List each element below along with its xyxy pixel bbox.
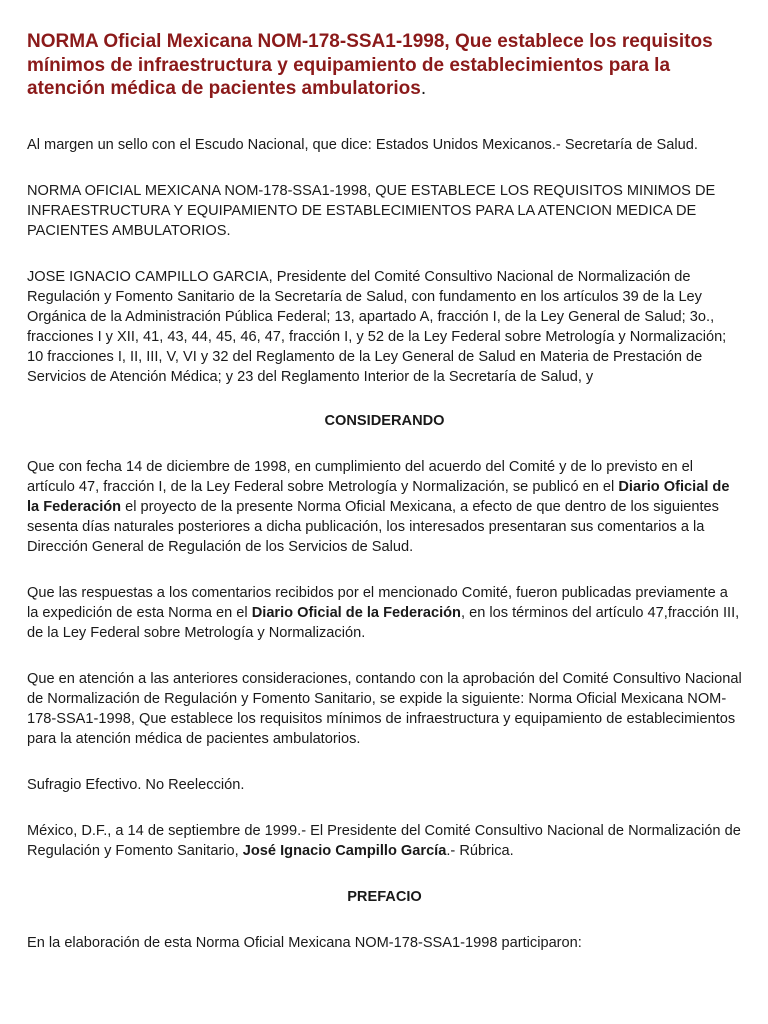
caps-title-paragraph: NORMA OFICIAL MEXICANA NOM-178-SSA1-1998, QUE ESTABLECE LOS REQUISITOS MINIMOS DE INFRAESTRUCTURA Y EQUIPAMIENTO DE ESTABLECIMIENTOS PARA LA ATENCION MEDICA DE PACIENTES AMBULATORIOS. (27, 182, 716, 239)
prefacio-heading: PREFACIO (347, 888, 422, 905)
cons1-bold: Diario Oficial de la Federación (27, 478, 730, 515)
title-text: NORMA Oficial Mexicana NOM-178-SSA1-1998, Que establece los requisitos mínimos de infraestructura y equipamiento de establecimientos para la atención médica de pacientes ambulatorios (27, 31, 713, 99)
considerando-paragraph-2 (27, 583, 742, 643)
cons2-text-a: Que las respuestas a los comentarios recibidos por el mencionado Comité, fueron publicadas previamente a la expedición de esta Norma en el (27, 584, 728, 621)
cons1-text-a: Que con fecha 14 de diciembre de 1998, en cumplimiento del acuerdo del Comité y de lo previsto en el artículo 47, fracción I, de la Ley Federal sobre Metrología y Normalización, se publicó en el (27, 458, 694, 495)
document-title (27, 30, 742, 101)
considerando-paragraph-3: Que en atención a las anteriores consideraciones, contando con la aprobación del Comité Consultivo Nacional de Normalización de Regulación y Fomento Sanitario, se expide la siguiente: Norma Oficial Mexicana NOM-178-SSA1-1998, Que establece los requisitos mínimos de infraestructura y equipamiento de establecimientos para la atención médica de pacientes ambulatorios. (27, 670, 742, 747)
considerando-heading: CONSIDERANDO (324, 412, 445, 429)
cons2-bold: Diario Oficial de la Federación (251, 604, 461, 621)
cons1-text-b: el proyecto de la presente Norma Oficial Mexicana, a efecto de que dentro de los siguientes sesenta días naturales posteriores a dicha publicación, los interesados presentaran sus comentarios a la Dirección General de Regulación de los Servicios de Salud. (27, 498, 719, 555)
title-period: . (420, 78, 427, 99)
prefacio-paragraph: En la elaboración de esta Norma Oficial Mexicana NOM-178-SSA1-1998 participaron: (27, 934, 582, 951)
signer-paragraph: JOSE IGNACIO CAMPILLO GARCIA, Presidente del Comité Consultivo Nacional de Normalización de Regulación y Fomento Sanitario de la Secretaría de Salud, con fundamento en los artículos 39 de la Ley Orgánica de la Administración Pública Federal; 13, apartado A, fracción I, de la Ley General de Salud; 3o., fracciones I y XII, 41, 43, 44, 45, 46, 47, fracción I, y 52 de la Ley Federal sobre Metrología y Normalización; 10 fracciones I, II, III, V, VI y 32 del Reglamento de la Ley General de Salud en Materia de Prestación de Servicios de Atención Médica; y 23 del Reglamento Interior de la Secretaría de Salud, y (27, 268, 727, 385)
mexico-text-a: México, D.F., a 14 de septiembre de 1999.- El Presidente del Comité Consultivo Nacional de Normalización de Regulación y Fomento Sanitario, (27, 822, 741, 859)
margin-seal-paragraph: Al margen un sello con el Escudo Nacional, que dice: Estados Unidos Mexicanos.- Secretaría de Salud. (27, 136, 698, 153)
considerando-paragraph-1 (27, 457, 742, 557)
mexico-text-b: .- Rúbrica. (446, 842, 514, 859)
mexico-bold-name: José Ignacio Campillo García (242, 842, 447, 859)
mexico-signature-paragraph (27, 821, 742, 861)
sufragio-paragraph: Sufragio Efectivo. No Reelección. (27, 776, 245, 793)
cons2-text-b: , en los términos del artículo 47,fracción III, de la Ley Federal sobre Metrología y Normalización. (27, 604, 740, 641)
